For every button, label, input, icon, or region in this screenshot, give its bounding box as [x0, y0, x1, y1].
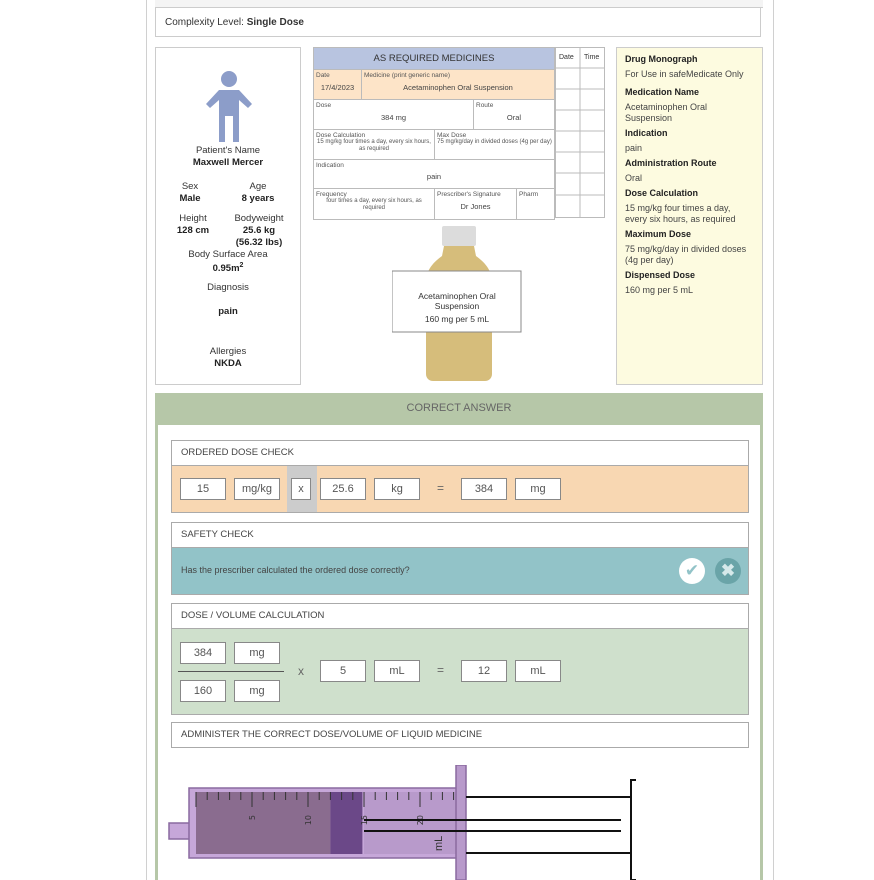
oral-syringe[interactable]	[166, 765, 636, 880]
diagnosis-value: pain	[218, 306, 238, 317]
chart-row-dose-route	[314, 100, 554, 130]
pharm-label: Pharm	[519, 191, 539, 198]
col-date-label: Date	[559, 54, 574, 61]
syringe-plunger-stopper[interactable]	[330, 792, 362, 854]
diagnosis-label: Diagnosis	[207, 282, 249, 293]
stock-volume-unit[interactable]: mL	[374, 660, 420, 682]
chart-title: AS REQUIRED MEDICINES	[314, 48, 554, 70]
bsa-value: $0.95m^2$	[212, 262, 244, 275]
indication-value: pain	[426, 172, 442, 181]
drug-monograph	[616, 47, 763, 385]
monograph-dose-calc: 15 mg/kg four times a day, every six hours, as required	[625, 203, 736, 224]
ordered-result-unit[interactable]: mg	[515, 478, 561, 500]
frequency-label: Frequency	[316, 191, 347, 198]
monograph-indication-heading: Indication	[625, 128, 668, 138]
dosecalc-label: Dose Calculation	[316, 132, 366, 139]
monograph-medication-name: Acetaminophen Oral Suspension	[625, 102, 708, 123]
maxdose-value: 75 mg/kg/day in divided doses (4g per day)	[437, 139, 552, 145]
bottle-label-strength: 160 mg per 5 mL	[424, 314, 490, 324]
medication-chart	[313, 47, 555, 220]
volume-calc-heading: DOSE / VOLUME CALCULATION	[171, 603, 749, 629]
complexity-label: Complexity Level:	[165, 17, 244, 28]
reject-x-icon[interactable]: ✖	[715, 558, 741, 584]
weight-lbs: (56.32 lbs)	[235, 237, 283, 248]
chart-row-frequency	[314, 189, 554, 219]
correct-answer-body	[158, 425, 760, 880]
height-value: 128 cm	[176, 225, 210, 236]
safety-check-heading: SAFETY CHECK	[171, 522, 749, 548]
ordered-multiply-sign: x	[291, 478, 311, 500]
bottle-label-line1: Acetaminophen Oral	[418, 291, 496, 301]
monograph-dose-calc-heading: Dose Calculation	[625, 188, 699, 198]
stock-volume-input[interactable]: 5	[320, 660, 366, 682]
date-label: Date	[316, 72, 330, 79]
medicine-label: Medicine (print generic name)	[364, 72, 450, 79]
prescriber-label: Prescriber's Signature	[437, 191, 501, 198]
complexity-level	[155, 8, 761, 37]
chart-row-indication	[314, 160, 554, 189]
bodyweight-input[interactable]: 25.6	[320, 478, 366, 500]
monograph-title: Drug Monograph	[625, 54, 698, 64]
ordered-result-input[interactable]: 384	[461, 478, 507, 500]
maxdose-label: Max Dose	[437, 132, 467, 139]
patient-figure-icon	[202, 70, 256, 142]
syringe-tick-label: 10	[304, 815, 313, 826]
monograph-route-heading: Administration Route	[625, 158, 717, 168]
patient-name: Maxwell Mercer	[192, 157, 264, 168]
plunger-thumb-press[interactable]	[631, 780, 636, 880]
volume-denominator-unit[interactable]: mg	[234, 680, 280, 702]
weight-label: Bodyweight	[234, 213, 284, 224]
route-label: Route	[476, 102, 494, 109]
height-label: Height	[179, 213, 207, 224]
syringe-flange	[456, 765, 466, 880]
dosecalc-value: 15 mg/kg four times a day, every six hours, as required	[317, 139, 431, 152]
syringe-tick-label: 15	[360, 815, 369, 826]
volume-denominator-input[interactable]: 160	[180, 680, 226, 702]
route-value: Oral	[506, 113, 522, 122]
fraction-bar	[178, 671, 284, 672]
patient-name-label: Patient's Name	[195, 145, 261, 156]
safety-question: Has the prescriber calculated the ordered dose correctly?	[181, 565, 410, 575]
sex-value: Male	[179, 193, 201, 204]
prescriber-value: Dr Jones	[460, 202, 491, 211]
ordered-equals-sign: =	[437, 481, 445, 495]
complexity-value: Single Dose	[246, 17, 304, 28]
medicine-value: Acetaminophen Oral Suspension	[403, 83, 513, 92]
frequency-value: four times a day, every six hours, as required	[326, 198, 422, 211]
monograph-medication-name-heading: Medication Name	[625, 87, 700, 97]
volume-numerator-input[interactable]: 384	[180, 642, 226, 664]
medicine-bottle	[392, 226, 522, 382]
ordered-dose-unit[interactable]: mg/kg	[234, 478, 280, 500]
sex-label: Sex	[181, 181, 199, 192]
ordered-dose-panel	[171, 466, 749, 513]
patient-card	[155, 47, 301, 385]
monograph-dispensed: 160 mg per 5 mL	[625, 285, 694, 295]
confirm-check-icon[interactable]: ✔	[679, 558, 705, 584]
monograph-max-dose-heading: Maximum Dose	[625, 229, 692, 239]
correct-answer-title: CORRECT ANSWER	[406, 402, 512, 414]
volume-equals-sign: =	[437, 663, 445, 677]
col-time-label: Time	[584, 54, 600, 61]
volume-numerator-unit[interactable]: mg	[234, 642, 280, 664]
volume-calc-panel	[171, 629, 749, 715]
monograph-route: Oral	[625, 173, 643, 183]
date-value: 17/4/2023	[320, 83, 355, 92]
bsa-label: Body Surface Area	[188, 249, 268, 260]
dose-value: 384 mg	[380, 113, 407, 122]
volume-result-input[interactable]: 12	[461, 660, 507, 682]
bottle-label-line2: Suspension	[434, 301, 480, 311]
syringe-tick-label: 5	[248, 815, 257, 821]
indication-label: Indication	[316, 162, 344, 169]
volume-multiply-sign: x	[298, 664, 304, 678]
syringe-tick-label: 20	[416, 815, 425, 826]
age-value: 8 years	[241, 193, 275, 204]
chart-row-dosecalc-maxdose	[314, 130, 554, 160]
volume-result-unit[interactable]: mL	[515, 660, 561, 682]
weight-value: 25.6 kg	[242, 225, 276, 236]
ordered-dose-heading: ORDERED DOSE CHECK	[171, 440, 749, 466]
monograph-max-dose: 75 mg/kg/day in divided doses (4g per day)	[625, 244, 747, 265]
monograph-subtitle: For Use in safeMedicate Only	[625, 69, 744, 79]
administration-grid	[555, 47, 605, 218]
allergies-value: NKDA	[214, 358, 242, 369]
correct-answer-panel	[155, 393, 763, 880]
ordered-dose-input[interactable]: 15	[180, 478, 226, 500]
monograph-indication: pain	[625, 143, 643, 153]
syringe-unit-label: mL	[433, 835, 445, 851]
administration-grid-lines	[555, 47, 605, 218]
dose-label: Dose	[316, 102, 332, 109]
allergies-label: Allergies	[209, 346, 247, 357]
monograph-dispensed-heading: Dispensed Dose	[625, 270, 696, 280]
administer-heading: ADMINISTER THE CORRECT DOSE/VOLUME OF LIQUID MEDICINE	[171, 722, 749, 748]
chart-row-date-medicine	[314, 70, 554, 100]
safety-check-panel	[171, 548, 749, 595]
age-label: Age	[249, 181, 267, 192]
bodyweight-unit[interactable]: kg	[374, 478, 420, 500]
top-bar	[155, 0, 763, 8]
